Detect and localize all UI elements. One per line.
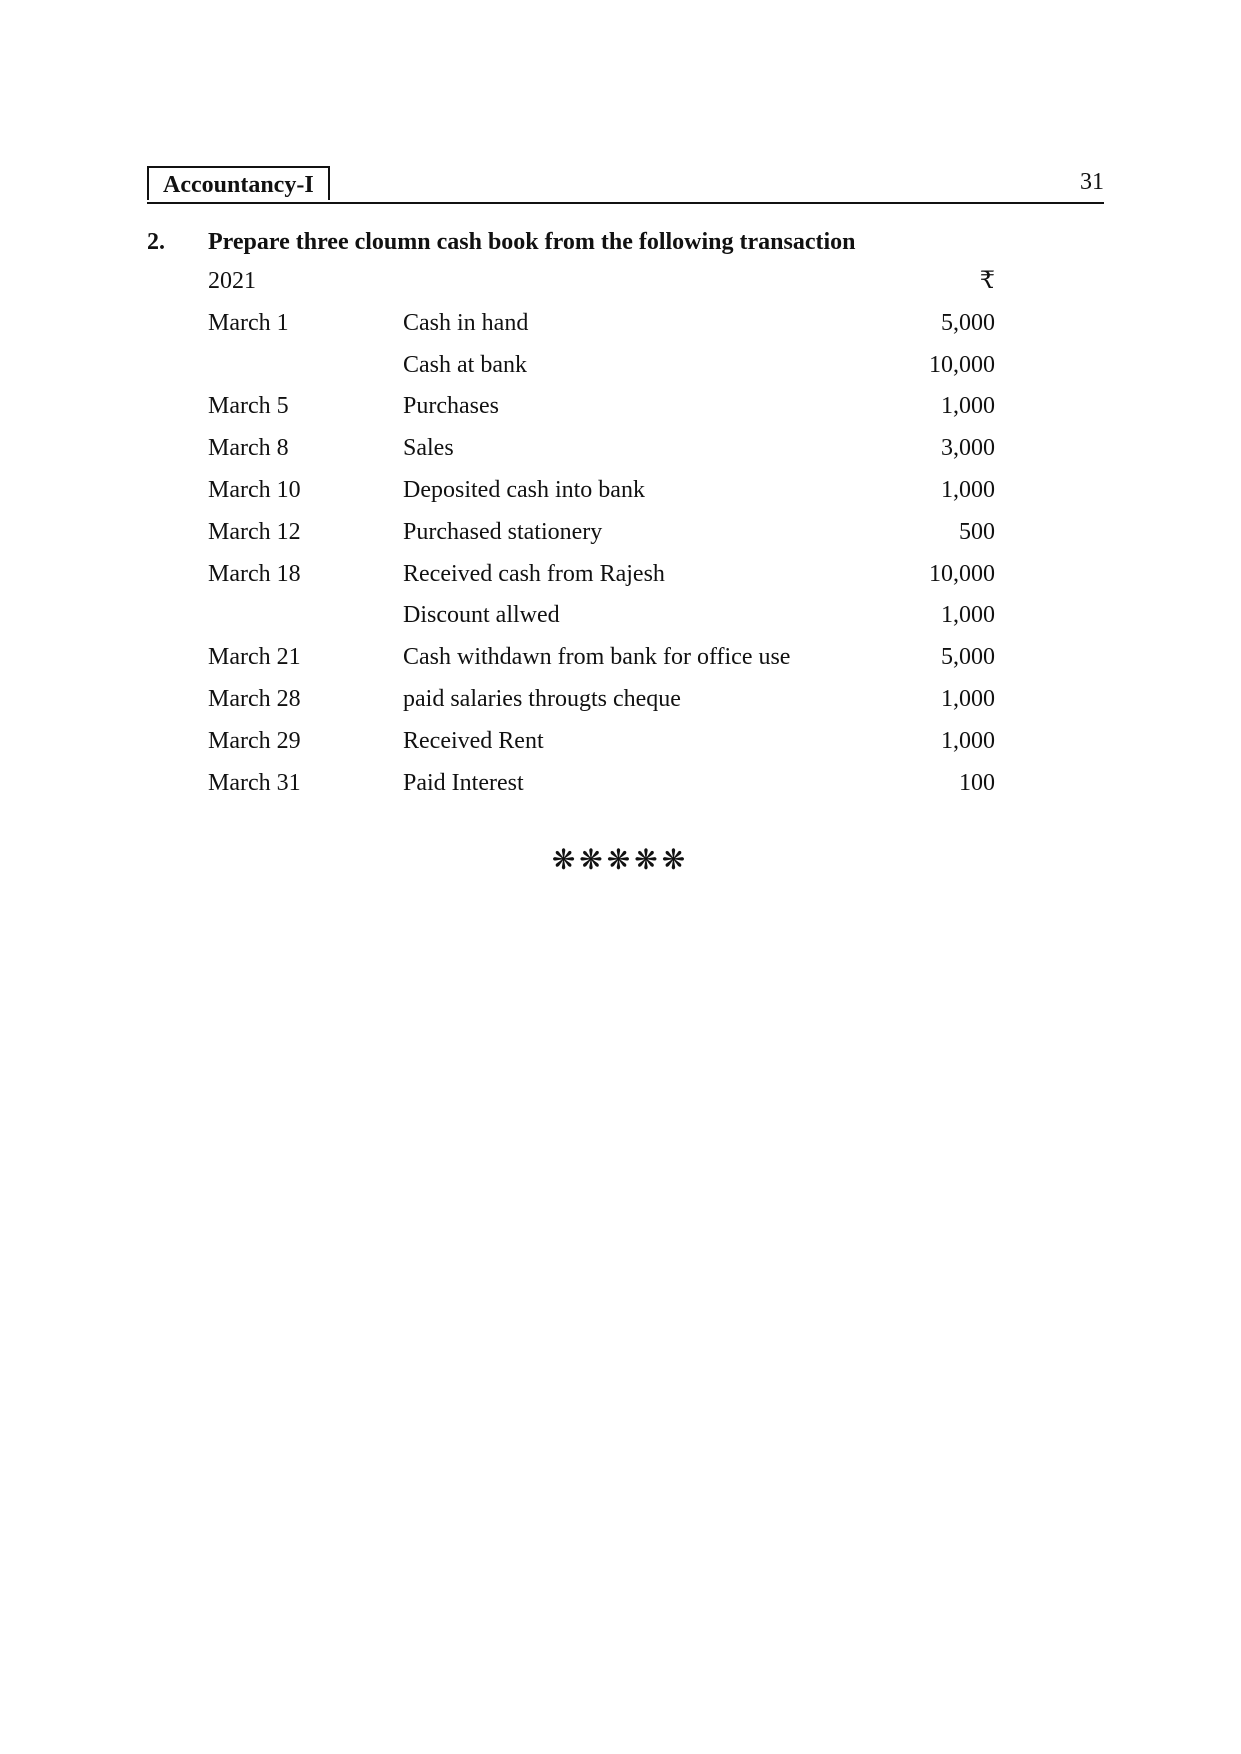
row-description: paid salaries througts cheque xyxy=(403,685,681,712)
table-row xyxy=(208,597,995,639)
table-row xyxy=(208,556,995,598)
question-text: Prepare three cloumn cash book from the following transaction xyxy=(208,229,856,255)
year-label: 2021 xyxy=(208,268,256,294)
row-date: March 5 xyxy=(208,393,289,420)
row-amount: 3,000 xyxy=(941,435,995,462)
table-row xyxy=(208,305,995,347)
row-amount: 1,000 xyxy=(941,685,995,712)
table-row xyxy=(208,472,995,514)
row-amount: 1,000 xyxy=(941,727,995,754)
row-description: Cash at bank xyxy=(403,351,527,378)
row-description: Cash withdawn from bank for office use xyxy=(403,644,791,671)
row-amount: 500 xyxy=(959,518,995,545)
table-row xyxy=(208,681,995,723)
row-amount: 5,000 xyxy=(941,309,995,336)
row-description: Discount allwed xyxy=(403,602,560,629)
row-date: March 29 xyxy=(208,727,301,754)
row-date: March 1 xyxy=(208,309,289,336)
question-number: 2. xyxy=(147,229,165,255)
row-date: March 28 xyxy=(208,685,301,712)
row-amount: 1,000 xyxy=(941,393,995,420)
row-date: March 8 xyxy=(208,435,289,462)
transactions-table xyxy=(208,263,995,806)
row-amount: 10,000 xyxy=(929,560,995,587)
currency-symbol: ₹ xyxy=(979,268,995,294)
row-description: Purchases xyxy=(403,393,499,420)
row-date: March 12 xyxy=(208,518,301,545)
table-row xyxy=(208,430,995,472)
row-amount: 1,000 xyxy=(941,476,995,503)
table-row xyxy=(208,639,995,681)
table-header-row xyxy=(208,263,995,305)
row-amount: 5,000 xyxy=(941,644,995,671)
row-amount: 10,000 xyxy=(929,351,995,378)
row-description: Cash in hand xyxy=(403,309,529,336)
row-description: Paid Interest xyxy=(403,769,524,796)
row-description: Sales xyxy=(403,435,454,462)
row-amount: 1,000 xyxy=(941,602,995,629)
row-description: Purchased stationery xyxy=(403,518,603,545)
table-row xyxy=(208,347,995,389)
row-description: Received Rent xyxy=(403,727,544,754)
row-date: March 18 xyxy=(208,560,301,587)
table-row xyxy=(208,514,995,556)
row-date: March 10 xyxy=(208,476,301,503)
table-row xyxy=(208,765,995,807)
row-amount: 100 xyxy=(959,769,995,796)
subject-title: Accountancy-I xyxy=(147,166,330,200)
row-description: Received cash from Rajesh xyxy=(403,560,665,587)
end-of-section-stars: ❋❋❋❋❋ xyxy=(551,843,690,876)
table-row xyxy=(208,388,995,430)
page-header xyxy=(147,166,1104,204)
page-number: 31 xyxy=(1080,169,1104,195)
row-date: March 21 xyxy=(208,644,301,671)
table-row xyxy=(208,723,995,765)
row-description: Deposited cash into bank xyxy=(403,476,645,503)
row-date: March 31 xyxy=(208,769,301,796)
